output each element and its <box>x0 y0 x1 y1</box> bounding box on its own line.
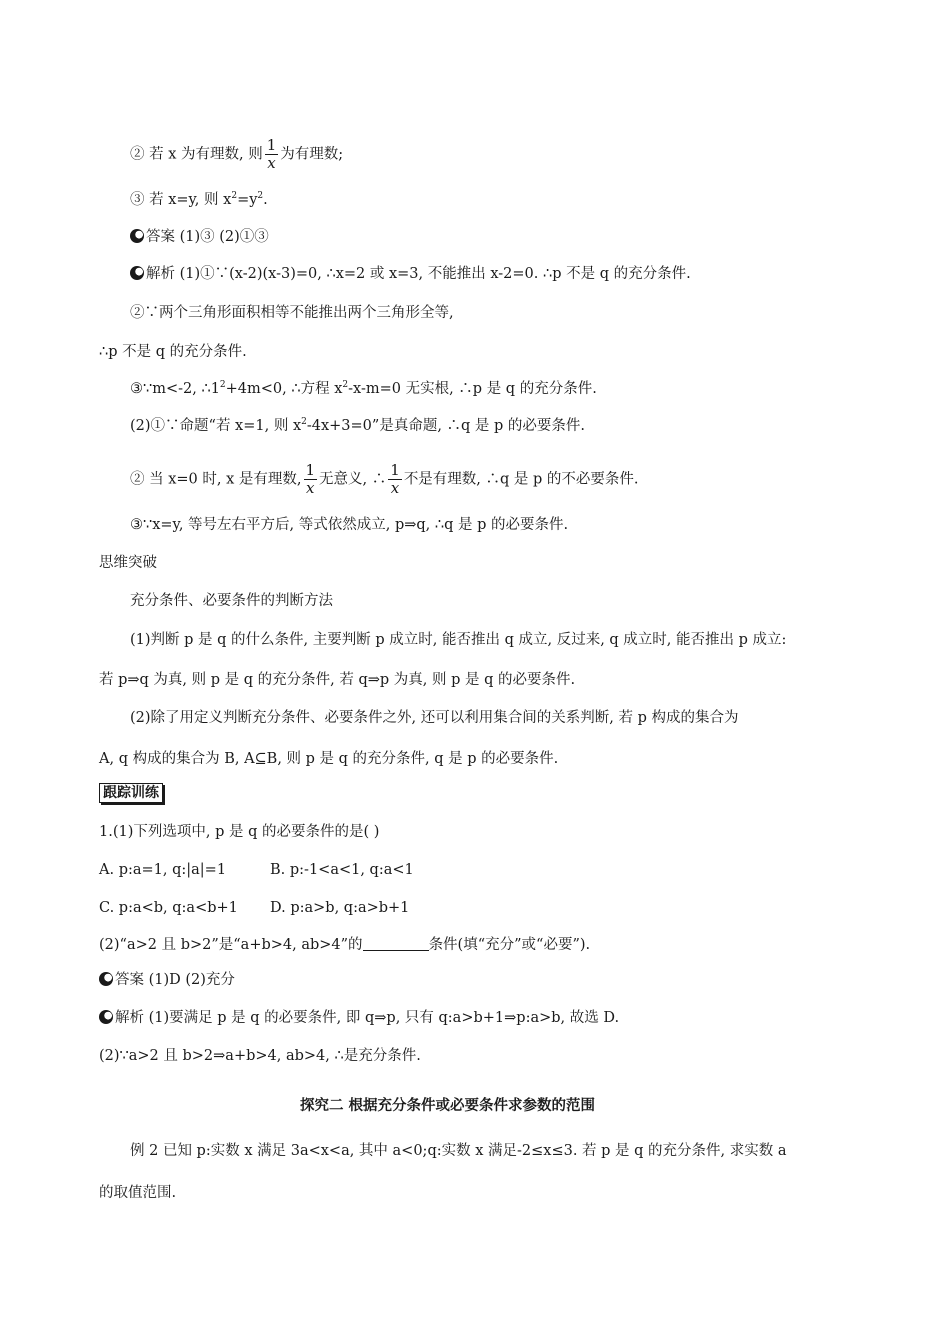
exponent: 2 <box>231 191 238 202</box>
statement-3 <box>130 190 268 210</box>
answer-label: 答案 <box>146 229 175 245</box>
explanation-text: -4x+3=0”是真命题, ∴q 是 p 的必要条件. <box>306 418 586 434</box>
question-1: 1.(1)下列选项中, p 是 q 的必要条件的是( ) <box>99 824 380 840</box>
method-text: (2)除了用定义判断充分条件、必要条件之外, 还可以利用集合间的关系判断, 若 p 构成的集合为 <box>130 710 739 726</box>
fraction-numerator: 1 <box>305 461 316 479</box>
explanation-text: ③∵m<-2, ∴1 <box>130 381 220 397</box>
explanation-label: 解析 <box>146 266 175 282</box>
method-heading: 充分条件、必要条件的判断方法 <box>130 593 333 609</box>
method-text: A, q 构成的集合为 B, A⊆B, 则 p 是 q 的充分条件, q 是 p 的必要条件. <box>99 751 559 767</box>
explanation-text: 不是有理数, ∴q 是 p 的不必要条件. <box>403 471 639 488</box>
statement-2 <box>130 138 343 171</box>
explanation-line: ②∵两个三角形面积相等不能推出两个三角形全等, <box>130 305 454 321</box>
fraction-denominator: x <box>306 479 315 497</box>
statement-text: =y <box>237 192 258 208</box>
option-d: D. p:a>b, q:a>b+1 <box>270 900 410 916</box>
fraction <box>304 463 318 496</box>
explanation-2 <box>99 1008 619 1028</box>
option-a: A. p:a=1, q:|a|=1 <box>99 862 227 878</box>
answer-marker-icon <box>99 972 113 986</box>
answer-2 <box>99 970 235 990</box>
explanation-text: 无意义, ∴ <box>319 471 387 488</box>
statement-text: . <box>263 192 268 208</box>
explanation-marker-icon <box>130 266 144 280</box>
answer-label: 答案 <box>115 972 144 988</box>
explanation-line <box>130 463 639 496</box>
explanation-text: -x-m=0 无实根, ∴p 是 q 的充分条件. <box>348 381 597 397</box>
example-2: 例 2 已知 p:实数 x 满足 3a<x<a, 其中 a<0;q:实数 x 满足-2≤x≤3. 若 p 是 q 的充分条件, 求实数 a <box>130 1143 787 1159</box>
option-b: B. p:-1<a<1, q:a<1 <box>270 862 414 878</box>
explanation-line <box>130 379 597 399</box>
answer-blank <box>363 936 429 951</box>
fraction-denominator: x <box>390 479 400 497</box>
tracking-practice-label <box>99 783 163 803</box>
statement-text: ② 若 x 为有理数, 则 <box>130 146 263 163</box>
explanation-line <box>130 416 585 436</box>
tracking-practice-box: 跟踪训练 <box>99 783 163 803</box>
method-text: (1)判断 p 是 q 的什么条件, 主要判断 p 成立时, 能否推出 q 成立, 反过来, q 成立时, 能否推出 p 成立: <box>130 632 787 648</box>
explanation-marker-icon <box>99 1010 113 1024</box>
example-2-continued: 的取值范围. <box>99 1185 177 1201</box>
option-c: C. p:a<b, q:a<b+1 <box>99 900 238 916</box>
explanation-text: (2)①∵命题“若 x=1, 则 x <box>130 418 302 434</box>
explanation-1 <box>130 264 691 284</box>
answer-text: (1)D (2)充分 <box>144 972 235 988</box>
method-text: 若 p⇒q 为真, 则 p 是 q 的充分条件, 若 q⇒p 为真, 则 p 是 q 的必要条件. <box>99 672 576 688</box>
explanation-line: ∴p 不是 q 的充分条件. <box>99 344 247 360</box>
fraction-numerator: 1 <box>390 461 400 479</box>
explanation-text: (1)①∵(x-2)(x-3)=0, ∴x=2 或 x=3, 不能推出 x-2=0. ∴p 不是 q 的充分条件. <box>175 266 691 282</box>
explanation-line: (2)∵a>2 且 b>2⇒a+b>4, ab>4, ∴是充分条件. <box>99 1048 421 1064</box>
fraction-denominator: x <box>267 154 276 172</box>
answer-marker-icon <box>130 229 144 243</box>
section-title: 探究二 根据充分条件或必要条件求参数的范围 <box>300 1097 596 1114</box>
answer-1 <box>130 227 269 247</box>
question-text: 条件(填“充分”或“必要”). <box>428 937 591 953</box>
statement-text: ③ 若 x=y, 则 x <box>130 192 232 208</box>
exponent: 2 <box>219 380 226 391</box>
section-heading: 思维突破 <box>99 555 157 571</box>
explanation-text: (1)要满足 p 是 q 的必要条件, 即 q⇒p, 只有 q:a>b+1⇒p:a>b, 故选 D. <box>144 1010 620 1026</box>
answer-text: (1)③ (2)①③ <box>175 229 269 245</box>
exponent: 2 <box>342 380 349 391</box>
explanation-text: ② 当 x=0 时, x 是有理数, <box>130 471 302 488</box>
fraction-numerator: 1 <box>266 136 277 154</box>
exponent: 2 <box>257 191 264 202</box>
fraction <box>265 138 279 171</box>
exponent: 2 <box>301 417 307 428</box>
statement-text: 为有理数; <box>280 146 344 163</box>
explanation-label: 解析 <box>115 1010 144 1026</box>
question-2 <box>99 935 590 955</box>
question-text: (2)“a>2 且 b>2”是“a+b>4, ab>4”的 <box>99 937 363 953</box>
fraction <box>388 463 402 496</box>
explanation-line: ③∵x=y, 等号左右平方后, 等式依然成立, p⇒q, ∴q 是 p 的必要条件. <box>130 517 569 533</box>
explanation-text: +4m<0, ∴方程 x <box>225 381 343 397</box>
